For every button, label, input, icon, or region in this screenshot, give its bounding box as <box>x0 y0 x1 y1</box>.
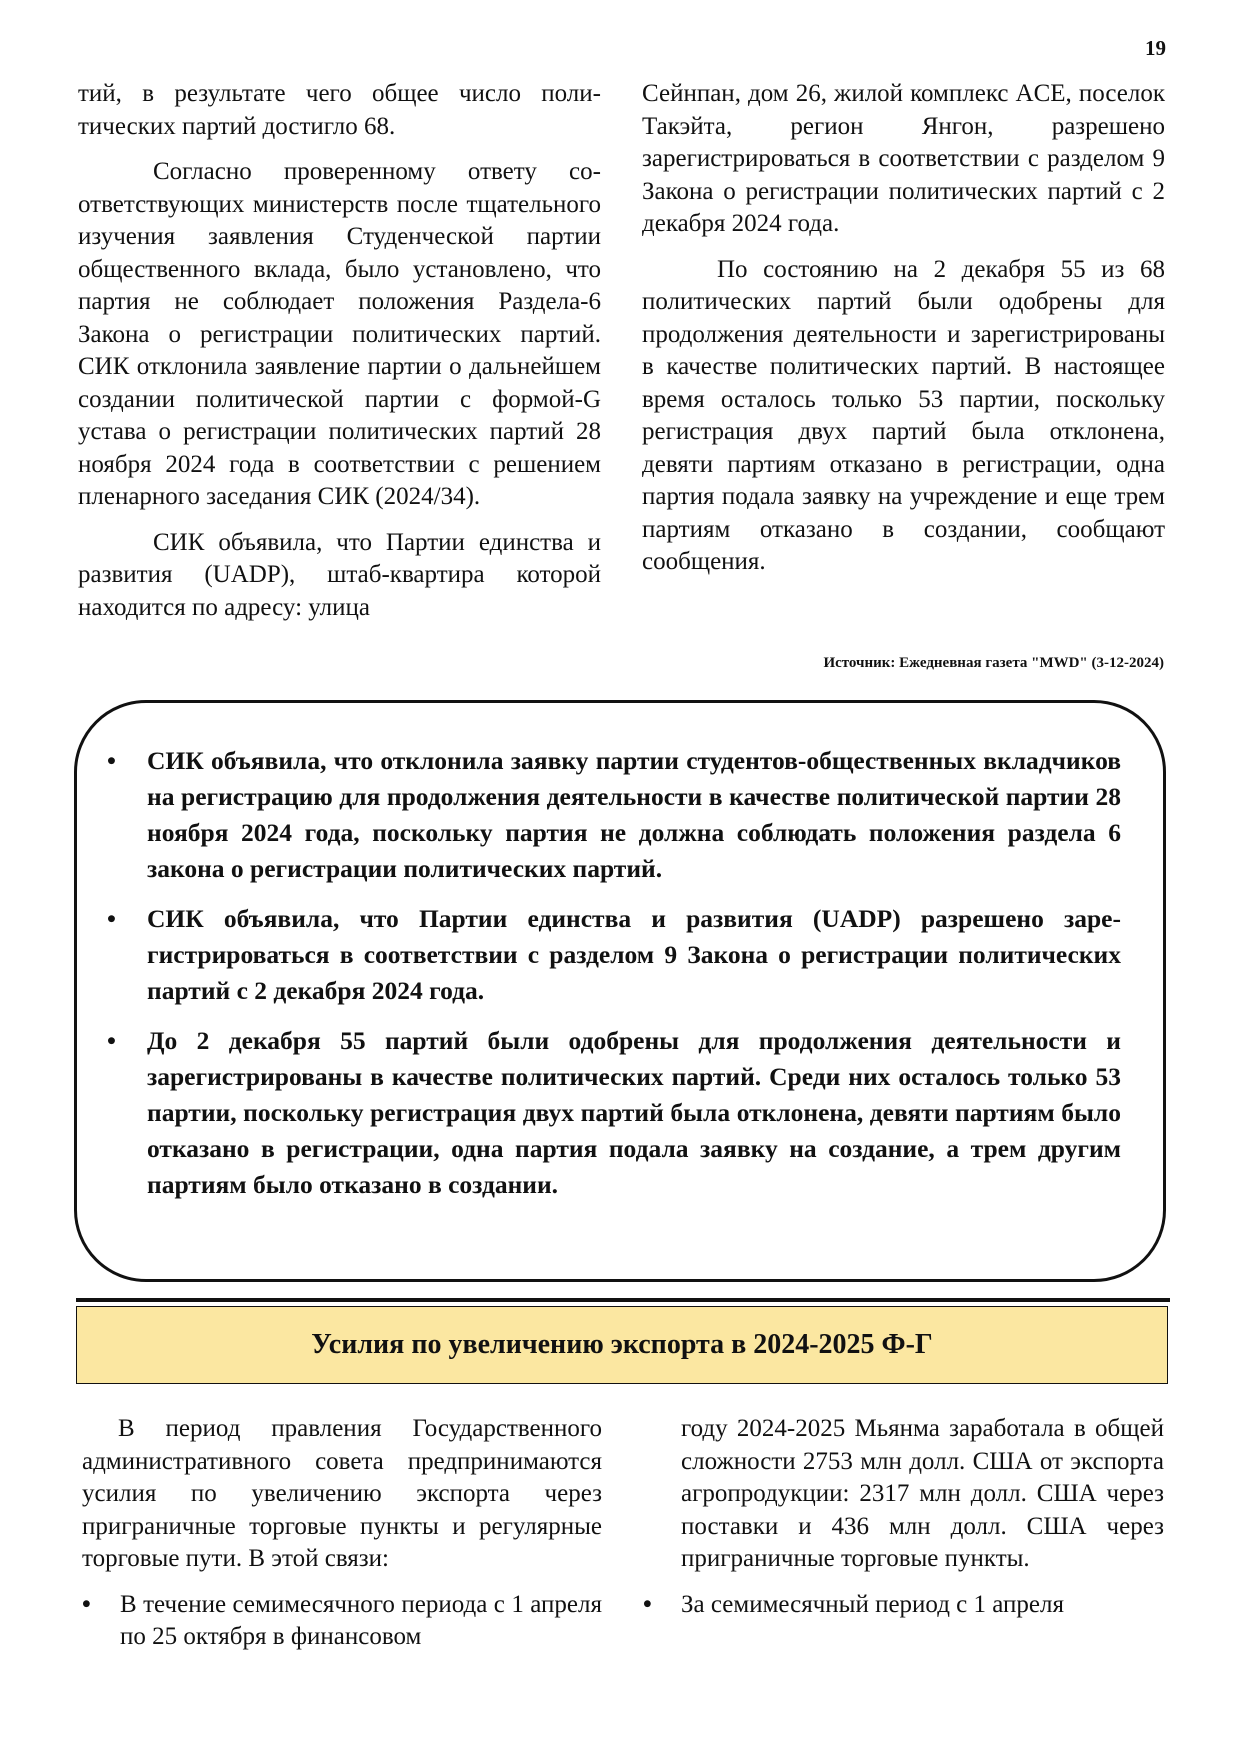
list-item-text: году 2024-2025 Мьянма заработала в общей сложности 2753 млн долл. США от экспорта агропродукции: 2317 млн долл. США через поставки и 436 млн долл. США через приграничные торговые пункты. <box>681 1415 1164 1572</box>
list-item-text: За семимесячный период с 1 апреля <box>681 1590 1064 1618</box>
top-right-column <box>642 78 1165 592</box>
paragraph: Согласно проверенному ответу соответствующих министерств после тщательного изучения заявления Студенческой партии общественного вклада, было установлено, что партия не соблюдает положения Раздела-6 Закона о регистрации политических партий. СИК отклонила заявление партии о дальнейшем создании политической партии с формой-G устава о регистрации политических партий 28 ноября 2024 года в соответствии с решением пленарного заседания СИК (2024/34). <box>78 158 601 510</box>
summary-box <box>74 700 1166 1282</box>
paragraph: Сейнпан, дом 26, жилой комплекс ACE, поселок Такэйта, регион Янгон, разрешено зарегистрироваться в соответствии с разделом 9 Закона о регистрации политических партий с 2 декабря 2024 года. <box>642 80 1165 237</box>
section-title: Усилия по увеличению экспорта в 2024-2025 Ф-Г <box>311 1329 933 1360</box>
list-item-text: В течение семимесячного периода с 1 апреля по 25 октября в финансовом <box>120 1590 602 1650</box>
bottom-left-column <box>82 1413 602 1667</box>
paragraph: В период правления Государственного административного совета предпринимаются усилия по увеличению экспорта через приграничные торговые пункты и регулярные торговые пути. В этой связи: <box>82 1415 602 1572</box>
summary-item <box>105 743 1121 887</box>
paragraph: тий, в результате чего общее число политических партий достигло 68. <box>78 80 601 140</box>
section-banner <box>76 1306 1168 1384</box>
export-list <box>82 1589 602 1654</box>
bullet-icon: • <box>107 904 116 933</box>
summary-item <box>105 901 1121 1009</box>
page-number: 19 <box>1145 36 1166 60</box>
export-list-continued <box>643 1413 1164 1621</box>
bullet-icon: • <box>107 1026 116 1055</box>
paragraph: СИК объявила, что Партии единства и развития (UADP), штаб-квартира которой находится по адресу: улица <box>78 528 601 621</box>
list-item <box>643 1589 1164 1622</box>
bullet-icon: • <box>82 1590 91 1618</box>
top-left-column <box>78 78 601 637</box>
source-citation: Источник: Ежедневная газета "MWD" (3-12-2024) <box>823 655 1164 671</box>
list-item-continuation <box>681 1413 1164 1576</box>
bullet-icon: • <box>107 746 116 775</box>
bottom-right-column <box>643 1413 1164 1634</box>
summary-item-text: До 2 декабря 55 партий были одобрены для продолжения деятельности и зарегистрированы в качестве политических партий. Среди них осталось только 53 партии, поскольку регистрация двух партий была отклонена, девяти партиям было отказано в регистрации, одна партия подала заявку на создание, а трем другим партиям было отказано в создании. <box>147 1026 1121 1199</box>
summary-item-text: СИК объявила, что Партии единства и развития (UADP) разрешено зарегистрироваться в соответствии с разделом 9 Закона о регистрации политических партий с 2 декабря 2024 года. <box>147 904 1121 1005</box>
summary-item-text: СИК объявила, что отклонила заявку партии студентов-общественных вкладчиков на регистрацию для продолжения деятельности в качестве политической партии 28 ноября 2024 года, поскольку партия не должна соблюдать положения раздела 6 закона о регистрации политических партий. <box>147 746 1121 883</box>
paragraph: По состоянию на 2 декабря 55 из 68 политических партий были одобрены для продолжения деятельности и зарегистрированы в качестве политических партий. В настоящее время осталось только 53 партии, поскольку регистрация двух партий была отклонена, девяти партиям отказано в регистрации, одна партия подала заявку на учреждение и еще трем партиям отказано в создании, сообщают сообщения. <box>642 255 1165 575</box>
section-divider <box>76 1298 1170 1302</box>
list-item <box>82 1589 602 1654</box>
summary-item <box>105 1023 1121 1203</box>
bullet-icon: • <box>643 1590 652 1618</box>
summary-list <box>105 743 1121 1217</box>
